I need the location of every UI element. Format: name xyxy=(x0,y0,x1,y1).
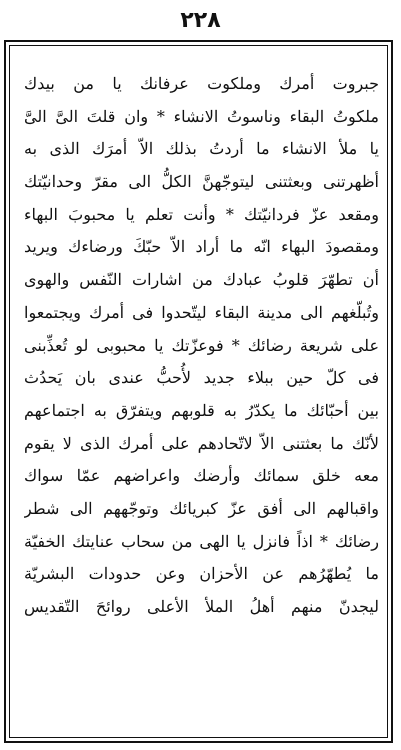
text-line: ما يُطهّرُهم عن الأحزان وعن حدودات البشريّة xyxy=(24,564,379,584)
text-line: أظهرتنى وبعثتنى ليتوجّهنَّ الكلُّ الى مقرّ وحدانيّتك xyxy=(24,172,379,192)
text-line: ومقصودَ البهاء انّه ما أراد الاّ حبّكَ ورضاءك ويريد xyxy=(24,237,379,257)
text-line: معه خلق سمائك وأرضك واعراضهم عمّا سواك xyxy=(24,466,379,486)
text-line: جبروت أمرك وملكوت عرفانك يا من بيدك xyxy=(24,74,379,93)
page-frame-inner xyxy=(9,45,388,738)
text-line: ملكوتُ البقاء وناسوتُ الانشاء * وان قلتَ الىَّ الىَّ xyxy=(24,106,379,126)
text-line: واقبالهم الى أفق عزّ كبريائك وتوجّههم الى شطر xyxy=(24,498,379,518)
text-line: أن تطهّرَ قلوبُ عبادك من اشارات النّفس والهوى xyxy=(24,270,379,290)
text-line: لأنّك ما بعثتنى الاّ لاتّحادهم على أمرك الذى لا يقوم xyxy=(24,433,379,453)
text-line: يا ملأ الانشاء ما أردتُ بذلك الاّ أمرَك الذى به xyxy=(24,139,379,159)
text-body xyxy=(24,68,379,624)
text-line: بين أحبّائك ما يكدّرُ به قلوبهم ويتفرّق به اجتماعهم xyxy=(24,400,379,420)
text-line: رضائك * اذاً فانزل يا الهى من سحاب عنايتك الخفيّة xyxy=(24,531,379,551)
page-number: ٢٢٨ xyxy=(180,8,221,33)
text-line: ليجدنّ منهم أهلُ الملأ الأعلى روائحَ التّقديس xyxy=(24,597,379,616)
text-line: ومقعد عزّ فردانيّتك * وأنت تعلم يا محبوبَ البهاء xyxy=(24,204,379,224)
page-frame xyxy=(4,40,393,743)
text-line: وتُبلّغهم الى مدينة البقاء ليتّحدوا فى أمرك ويجتمعوا xyxy=(24,302,379,322)
text-line: فى كلّ حين ببلاء جديد لأُحبُّ عندى بان يَحدُث xyxy=(24,368,379,388)
text-line: على شريعة رضائك * فوعزّتك يا محبوبى لو تُعذِّبنى xyxy=(24,335,379,355)
